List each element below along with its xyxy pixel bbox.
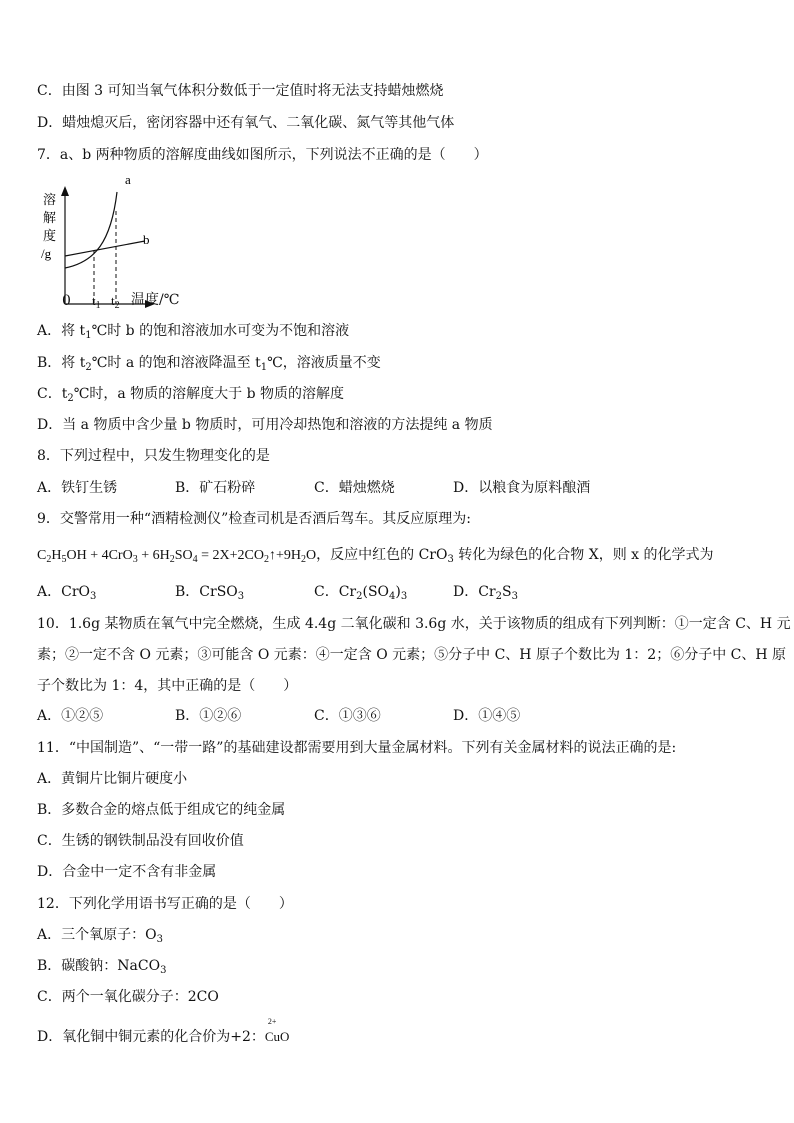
- ylabel-char-3: 度: [43, 229, 57, 244]
- graph-xlabel: 温度/℃: [131, 292, 180, 308]
- q12-option-c: C．两个一氧化碳分子：2CO: [37, 989, 219, 1005]
- graph-t1-label: $t_1$: [92, 293, 101, 311]
- q10-option-a: A．①②⑤: [37, 708, 104, 724]
- q8-option-d: D．以粮食为原料酿酒: [453, 480, 591, 496]
- q9-option-d: D．$Cr_2S_3$: [453, 584, 518, 602]
- q7-stem: 7．a、b 两种物质的溶解度曲线如图所示，下列说法不正确的是（ ）: [37, 147, 488, 163]
- q12-stem: 12．下列化学用语书写正确的是（ ）: [37, 896, 293, 912]
- q12-option-d: D．氧化铜中铜元素的化合价为+2： 2+ CuO: [37, 1017, 290, 1045]
- q11-option-d: D．合金中一定不含有非金属: [37, 864, 217, 880]
- curve-a: [65, 192, 117, 268]
- ylabel-char-2: 解: [43, 211, 57, 226]
- q7-option-a: A．将 $t_1℃$时 b 的饱和溶液加水可变为不饱和溶液: [37, 323, 350, 341]
- q7-option-b: B．将 $t_2℃$时 a 的饱和溶液降温至 $t_1℃$，溶液质量不变: [37, 355, 381, 373]
- q10-stem-line-3: 子个数比为 1：4，其中正确的是（ ）: [37, 678, 298, 694]
- q10-stem-line-2: 素；②一定不含 O 元素；③可能含 O 元素：④一定含 O 元素；⑤分子中 C、H 原子个数比为 1：2；⑥分子中 C、H 原: [37, 647, 787, 663]
- copper-oxide-with-charge: 2+ Cu: [264, 1017, 281, 1044]
- q11-stem: 11．“中国制造”、“一带一路”的基础建设都需要用到大量金属材料。下列有关金属材料的说法正确的是:: [37, 740, 677, 756]
- ylabel-unit: /g: [41, 246, 52, 261]
- gas-arrow: ↑: [268, 548, 276, 563]
- solubility-curve-graph: [37, 170, 197, 310]
- q9-option-a: A．CrO$_3$: [37, 584, 97, 602]
- q7-option-c: C．$t_2℃$时，a 物质的溶解度大于 b 物质的溶解度: [37, 386, 345, 404]
- q10-option-c: C．①③⑥: [314, 708, 381, 724]
- ylabel-char-1: 溶: [43, 193, 57, 208]
- q6-option-d: D．蜡烛熄灭后，密闭容器中还有氧气、二氧化碳、氮气等其他气体: [37, 115, 455, 131]
- q9-option-b: B．CrSO$_3$: [175, 584, 245, 602]
- q9-option-c: C．$Cr_2(SO_4)_3$: [314, 584, 408, 602]
- q9-stem: 9．交警常用一种“酒精检测仪”检查司机是否酒后驾车。其反应原理为:: [37, 511, 471, 527]
- q11-option-b: B．多数合金的熔点低于组成它的纯金属: [37, 802, 286, 818]
- q12-option-b: B．碳酸钠：NaCO$_3$: [37, 958, 167, 976]
- curve-b-label: b: [143, 232, 150, 247]
- q7-option-d: D．当 a 物质中含少量 b 物质时，可用冷却热饱和溶液的方法提纯 a 物质: [37, 417, 493, 433]
- q8-option-c: C．蜡烛燃烧: [314, 480, 395, 496]
- q10-option-b: B．①②⑥: [175, 708, 242, 724]
- graph-t2-label: $t_2$: [111, 293, 120, 311]
- reaction-equation: $C_2H_5OH + 4CrO_3 + 6H_2SO_4$ = $2X+2CO_2↑+9H_2O$: [37, 548, 317, 565]
- q11-option-c: C．生锈的钢铁制品没有回收价值: [37, 833, 244, 849]
- curve-b: [65, 241, 145, 256]
- q8-option-b: B．矿石粉碎: [175, 480, 256, 496]
- q11-option-a: A．黄铜片比铜片硬度小: [37, 771, 188, 787]
- q10-option-d: D．①④⑤: [453, 708, 521, 724]
- q12-option-a: A．三个氧原子：$O_3$: [37, 927, 163, 945]
- graph-origin-label: 0: [62, 293, 71, 309]
- q8-option-a: A．铁钉生锈: [37, 480, 118, 496]
- q6-option-c: C．由图 3 可知当氧气体积分数低于一定值时将无法支持蜡烛燃烧: [37, 83, 444, 99]
- q8-stem: 8．下列过程中，只发生物理变化的是: [37, 448, 270, 464]
- q9-equation-line: $C_2H_5OH + 4CrO_3 + 6H_2SO_4$ = $2X+2CO_2↑+9H_2O$，反应中红色的 CrO$_3$ 转化为绿色的化合物 X，则 x 的化学式为: [37, 547, 714, 565]
- q10-stem-line-1: 10．1.6g 某物质在氧气中完全燃烧，生成 4.4g 二氧化碳和 3.6g 水，关于该物质的组成有下列判断：①一定含 C、H 元: [37, 616, 791, 632]
- curve-a-label: a: [125, 172, 131, 187]
- y-axis-arrow: [61, 186, 69, 196]
